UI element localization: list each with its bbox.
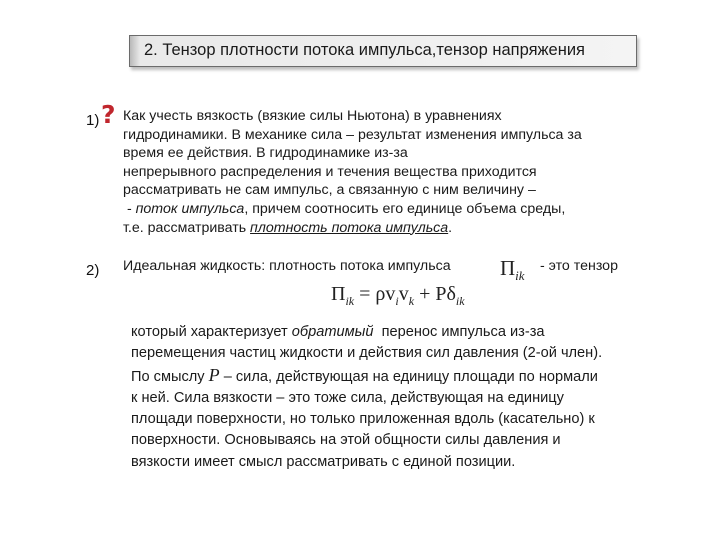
momentum-flux-term: поток импульса (135, 200, 245, 217)
slide-title: 2. Тензор плотности потока импульса,тензор напряжения (144, 41, 585, 59)
item-1-paragraph (123, 107, 663, 237)
pressure-symbol: P (208, 364, 220, 385)
item-1-line: - поток импульса, причем соотносить его единице объема среды, (123, 200, 566, 217)
description-line: вязкости имеет смысл рассматривать с единой позиции. (131, 453, 516, 470)
question-mark-icon: ? (101, 100, 116, 129)
item-1-line: рассматривать не сам импульс, а связанную с ним величину – (123, 182, 536, 199)
description-line: перемещения частиц жидкости и действия сил давления (2-ой член). (131, 345, 603, 362)
description-line: который характеризует обратимый перенос импульса из-за (131, 324, 545, 340)
description-line: площади поверхности, но только приложенная вдоль (касательно) к (131, 411, 595, 428)
item-2-lead-text: Идеальная жидкость: плотность потока импульса (123, 258, 451, 274)
item-number-2: 2) (86, 262, 100, 279)
inline-tensor-symbol: $\Pi_{ik}$ (500, 256, 525, 284)
description-line: к ней. Сила вязкости – это тоже сила, действующая на единицу (131, 389, 564, 406)
description-line: По смыслу P – сила, действующая на единицу площади по нормали (131, 364, 598, 385)
reversible-term: обратимый (291, 324, 374, 340)
item-1-line: Как учесть вязкость (вязкие силы Ньютона) в уравнениях (123, 108, 502, 124)
item-1-line: т.е. рассматривать плотность потока импульса. (123, 219, 453, 236)
momentum-flux-formula: $\Pi_{ik} = \rho v_iv_k + P\delta_{ik}$ (331, 283, 465, 308)
item-number-1: 1) (86, 112, 100, 129)
item-1-line: время ее действия. В гидродинамике из-за (123, 145, 408, 162)
item-1-line: гидродинамики. В механике сила – результат изменения импульса за (123, 126, 582, 143)
slide-title-box (129, 35, 637, 67)
item-2-tail-text: - это тензор (540, 258, 618, 274)
item-1-line: непрерывного распределения и течения вещества приходится (123, 163, 537, 180)
description-line: поверхности. Основываясь на этой общности силы давления и (131, 432, 561, 449)
item-2-description (131, 322, 691, 473)
momentum-flux-density-term: плотность потока импульса (250, 219, 449, 236)
